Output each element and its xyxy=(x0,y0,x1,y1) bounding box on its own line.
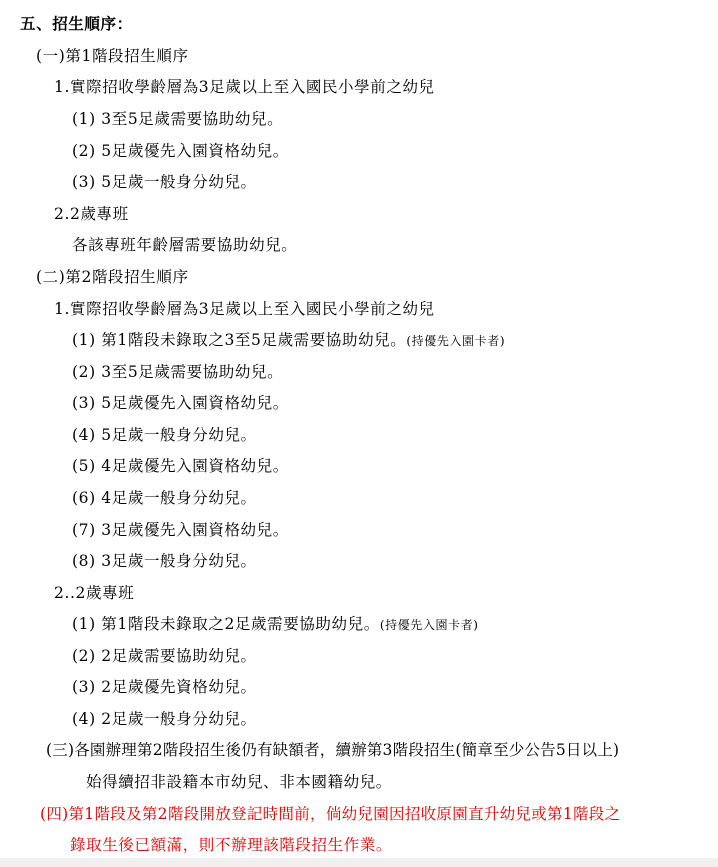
stage2-title: (二)第2階段招生順序 xyxy=(36,268,189,286)
stage1-item1-sub2: (2) 5足歲優先入園資格幼兒。 xyxy=(72,142,289,160)
stage1-item1-title: 1.實際招收學齡層為3足歲以上至入國民小學前之幼兒 xyxy=(54,78,435,96)
stage2-item1-sub3: (3) 5足歲優先入園資格幼兒。 xyxy=(72,394,289,412)
stage1-title: (一)第1階段招生順序 xyxy=(36,47,189,65)
stage1-item2-title: 2.2歲專班 xyxy=(54,205,129,223)
stage2-item2-sub2: (2) 2足歲需要協助幼兒。 xyxy=(72,647,257,665)
stage2-item2-sub3: (3) 2足歲優先資格幼兒。 xyxy=(72,678,257,696)
stage2-item2-sub1-text: (1) 第1階段未錄取之2足歲需要協助幼兒。 xyxy=(72,615,380,633)
stage2-item2-sub1-note: (持優先入園卡者) xyxy=(379,618,479,632)
stage1-item2-desc: 各該專班年齡層需要協助幼兒。 xyxy=(72,236,298,254)
stage2-item1-sub2: (2) 3至5足歲需要協助幼兒。 xyxy=(72,363,284,381)
stage2-item1-sub8: (8) 3足歲一般身分幼兒。 xyxy=(72,552,257,570)
stage2-item1-sub1-note: (持優先入園卡者) xyxy=(406,334,506,348)
stage4-line2: 錄取生後已額滿，則不辦理該階段招生作業。 xyxy=(70,836,393,854)
stage2-item2-sub1 xyxy=(72,614,479,635)
stage3-line1: (三)各園辦理第2階段招生後仍有缺額者，續辦第3階段招生(簡章至少公告5日以上) xyxy=(46,741,620,759)
stage2-item1-sub1-text: (1) 第1階段未錄取之3至5足歲需要協助幼兒。 xyxy=(72,331,407,349)
stage2-item1-sub5: (5) 4足歲優先入園資格幼兒。 xyxy=(72,457,289,475)
stage2-item1-sub7: (7) 3足歲優先入園資格幼兒。 xyxy=(72,521,289,539)
stage3-line2: 始得續招非設籍本市幼兒、非本國籍幼兒。 xyxy=(86,773,392,791)
stage2-item1-sub1 xyxy=(72,330,505,351)
stage1-item1-sub1: (1) 3至5足歲需要協助幼兒。 xyxy=(72,110,284,128)
stage2-item1-title: 1.實際招收學齡層為3足歲以上至入國民小學前之幼兒 xyxy=(54,300,435,318)
section-heading: 五、招生順序： xyxy=(20,14,133,33)
stage2-item2-sub4: (4) 2足歲一般身分幼兒。 xyxy=(72,710,257,728)
stage2-item2-title: 2..2歲專班 xyxy=(54,584,135,602)
stage4-line1: (四)第1階段及第2階段開放登記時間前，倘幼兒園因招收原園直升幼兒或第1階段之 xyxy=(40,805,621,823)
bottom-strip xyxy=(0,858,718,867)
stage2-item1-sub6: (6) 4足歲一般身分幼兒。 xyxy=(72,489,257,507)
stage2-item1-sub4: (4) 5足歲一般身分幼兒。 xyxy=(72,426,257,444)
stage1-item1-sub3: (3) 5足歲一般身分幼兒。 xyxy=(72,173,257,191)
